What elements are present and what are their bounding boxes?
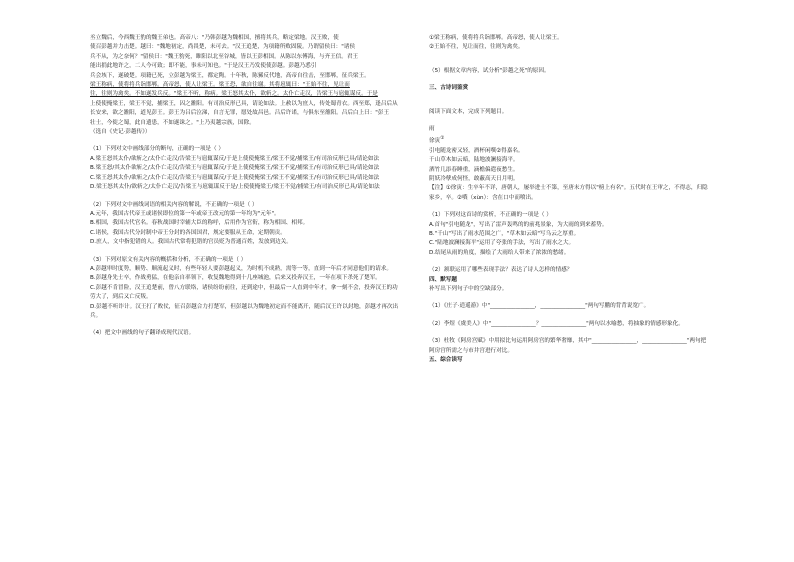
question-stem: （3）下列对原文有关内容的概括和分析，不正确的一项是（ ） bbox=[90, 256, 247, 263]
dictation-item: （1）《庄子·逍遥游》中"________________，________________"两句写鹏的背背说宽广。 bbox=[429, 303, 650, 310]
passage-line: 使召彭越并力击楚。越曰："魏地初定，尚畏楚，未可去。"汉王追楚，为项籍所败固陵。乃谓留侯曰："诸侯 bbox=[90, 44, 356, 51]
question-5: （5）根据文章内容，试分析"彭越之死"的原因。 bbox=[429, 67, 550, 74]
option: D.结尾从雨的角度，描绘了大雨给人带来了浓浓的愁绪。 bbox=[429, 249, 570, 256]
option: D.梁王怒其太仆/欲斩之/太仆亡走汉/告梁王与扈辄谋反于是/上使使掩梁王/梁王不觉/捕梁王/有司治反形已具/请论如法 bbox=[90, 184, 380, 191]
translation-items bbox=[429, 34, 711, 53]
left-column bbox=[90, 34, 402, 339]
passage-line: 壮士，今徙之蜀，此自遗患，不如遂诛之。"上乃夷越宗族，国除。 bbox=[90, 119, 255, 126]
passage-line: 能出捐此地许之，二人今可致；即不能，事未可知也。"于是汉王乃发使使彭越。彭越乃悉引 bbox=[90, 63, 317, 70]
dictation-item: （3）杜牧《阿房宫赋》中用拟比句运用阿房宫的繁华奢靡，其中"________________，________________"两句把阿房宫所需之与市井宫进行对比。 bbox=[429, 338, 707, 354]
poem-line: 引电随龙密又轻，酒杯闲噀②得嘉名。 bbox=[429, 147, 524, 154]
option: B.彭越身先士卒，作战勇猛，在他亲自率领下，收复魏地得到十几座城池，后来又投奔汉王，一年在项下杀死了楚军。 bbox=[90, 275, 381, 282]
poem-block bbox=[429, 108, 711, 204]
poem-line: 洒竹几添春睡重，滴檐偏遣夜愁生。 bbox=[429, 166, 519, 173]
right-column bbox=[429, 34, 711, 365]
question-1 bbox=[90, 145, 402, 192]
option: C.彭越不肯冒险，汉王追楚前，曾八方联络，诸侯纷纷前往，还到途中，但最后一人直到中年才，拿一刻不会，投奔汉王的功劳大了，到后又亡反叛。 bbox=[90, 284, 398, 301]
passage-line: 丞立魏后，今西魏王豹的魏王弟也。高帝八："乃韩彭越为魏相国，擅将其兵，略定梁地。汉王败，使 bbox=[90, 35, 339, 41]
question-6 bbox=[429, 211, 711, 258]
option: D.彭越不听诈计。汉王打了败仗，征召彭越合力打楚军，但彭越以为魏地初定而不能离开，随后汉王许以封地，彭越才再次出兵。 bbox=[90, 303, 399, 319]
passage-source: （选自《史记·彭越传》） bbox=[90, 129, 151, 136]
option: A.梁王怒其太仆/欲斩之/太仆亡走汉/告梁王与扈辄谋反/于是上使使掩梁王/梁王不觉/捕梁王/有司治反形已具/请论如法 bbox=[90, 155, 380, 162]
question-stem: （1）下列对文中画线部分的断句，正确的一项是（ ） bbox=[90, 146, 224, 153]
passage-line-underlined: 梁王称病，使将将兵诣邯郸。高帝怒，使人让梁王。梁王恐，欲自往谢。其将扈辄曰："王始不往，见让而 bbox=[90, 82, 350, 89]
translation-item: ①梁王称病，使将将兵诣邯郸。高帝怒，使人让梁王。 bbox=[429, 35, 563, 41]
poem-line: 千山草木如云暗，陆地波澜接海平。 bbox=[429, 157, 519, 164]
question-7: （2）颔联运用了哪些表现手法？表达了诗人怎样的情感？ bbox=[429, 267, 573, 274]
classical-passage bbox=[90, 34, 402, 137]
translation-item: ②王始不往，见让而往，往则为禽矣。 bbox=[429, 44, 524, 51]
poem-author: 徐寅 bbox=[429, 138, 441, 145]
option: B."千山"写出了雨水范围之广，"草木如云暗"写乌云之厚重。 bbox=[429, 230, 580, 237]
option: D.庶人，文中指犯错的人。我国古代常将犯错的官员贬为普通百姓，发放到边关。 bbox=[90, 239, 292, 246]
poem-note-mark: ① bbox=[440, 136, 445, 142]
dictation-block bbox=[429, 285, 711, 356]
question-stem: （1）下列对这首诗的赏析，不正确的一项是（ ） bbox=[429, 212, 552, 219]
poem-line: 阴妖冷孽成何怪，敢蔽高天日月明。 bbox=[429, 175, 519, 182]
dictation-item: （2）李煜《虞美人》中"________________？________________"两句以水喻愁，将抽象的情感形象化。 bbox=[429, 320, 684, 327]
option: A.首句"引电随龙"，写出了雷声轰鸣的的前兆景象，为大雨的到来蓄势。 bbox=[429, 221, 608, 228]
poem-author-line bbox=[429, 134, 711, 146]
question-stem: （2）下列对文中画线词语的相关内容的解说，不正确的一项是（ ） bbox=[90, 201, 258, 208]
poem-intro: 阅读下面文本，完成下列题目。 bbox=[429, 108, 508, 115]
passage-line: 上使使掩梁王，梁王不觉，捕梁王，囚之雒阳。有司治反形已具，请论如法。上赦以为庶人，传处蜀青衣。西至郑，逢吕后从长安来，欲之雒阳，道见彭王。彭王为吕后泣涕，自言无罪，愿处故昌邑。吕后许诺，与俱东至雒阳。吕后白上曰："彭王 bbox=[90, 100, 398, 117]
option: C.梁王怒其太仆/欲斩之/太仆亡走汉/告梁王与扈辄谋反/于是上使使掩梁王/梁王不觉/捕梁王/有司治反形已具/请论如法 bbox=[90, 174, 380, 181]
passage-line: 兵不从，为之奈何？"留侯曰："魏王豹死，睢阳以北至谷城，皆以王彭相国。从陈以东傅海，与齐王信。君王 bbox=[90, 53, 359, 60]
passage-line: 兵会垓下，遂破楚。项籍已死，立彭越为梁王，都定陶。十年秋，陈豨反代地，高帝自往击，至邯郸，征兵梁王。 bbox=[90, 72, 370, 79]
question-stem: （4）把文中画线的句子翻译成现代汉语。 bbox=[90, 330, 195, 337]
passage-line-underlined: 往，往则为禽矣。不如遂发兵反。"梁王不听，称病。梁王怒其太仆，欲斩之。太仆亡走汉，告梁王与扈辄谋反。于是 bbox=[90, 91, 378, 98]
option: B.相国，我国古代官名。春秋战国时宰辅大臣的称呼，后用作为官衔，称为相国、相邦。 bbox=[90, 220, 309, 227]
question-3 bbox=[90, 256, 402, 322]
question-2 bbox=[90, 201, 402, 248]
question-4 bbox=[90, 329, 402, 338]
section-heading-dictation: 四、默写题 bbox=[429, 276, 457, 283]
option: A.元年，我国古代帝王或诸侯即位的第一年或帝王改元的第一年均为"元年"。 bbox=[90, 210, 280, 217]
option: A.彭越审时度势，顺势、顺流起义时，有些年轻人要彭越起义，为时机不成熟，需等一等，直到一年后才同意他们的请求。 bbox=[90, 265, 392, 272]
option: C."陆地波澜接海平"运用了夸张的手法，写出了雨水之大。 bbox=[429, 240, 575, 247]
section-heading-composite: 五、综合读写 bbox=[429, 357, 463, 364]
option: C.诸侯，我国古代分封制中帝王分封的各国国君，规定要服从王命，定期朝贡。 bbox=[90, 229, 286, 236]
section-heading-poetry: 三、古诗词鉴赏 bbox=[429, 85, 469, 92]
poem-title: 雨 bbox=[429, 126, 435, 133]
dictation-intro: 补写出下列句子中的空缺部分。 bbox=[429, 285, 508, 292]
poem-note: 【注】①徐寅：生卒年不详，唐朝人，屡举进士不第，至唐末方得以"榜上有名"。五代时在王审之，不得志，归隐家乡，卒。②噀（xùn）：含在口中而喷出。 bbox=[429, 185, 708, 201]
option: B.梁王怒/其太仆欲斩之/太仆亡走汉/告梁王与扈辄谋反/于是上使使掩梁王/梁王不觉/捕梁王/有司治反形已具/请论如法 bbox=[90, 165, 380, 172]
